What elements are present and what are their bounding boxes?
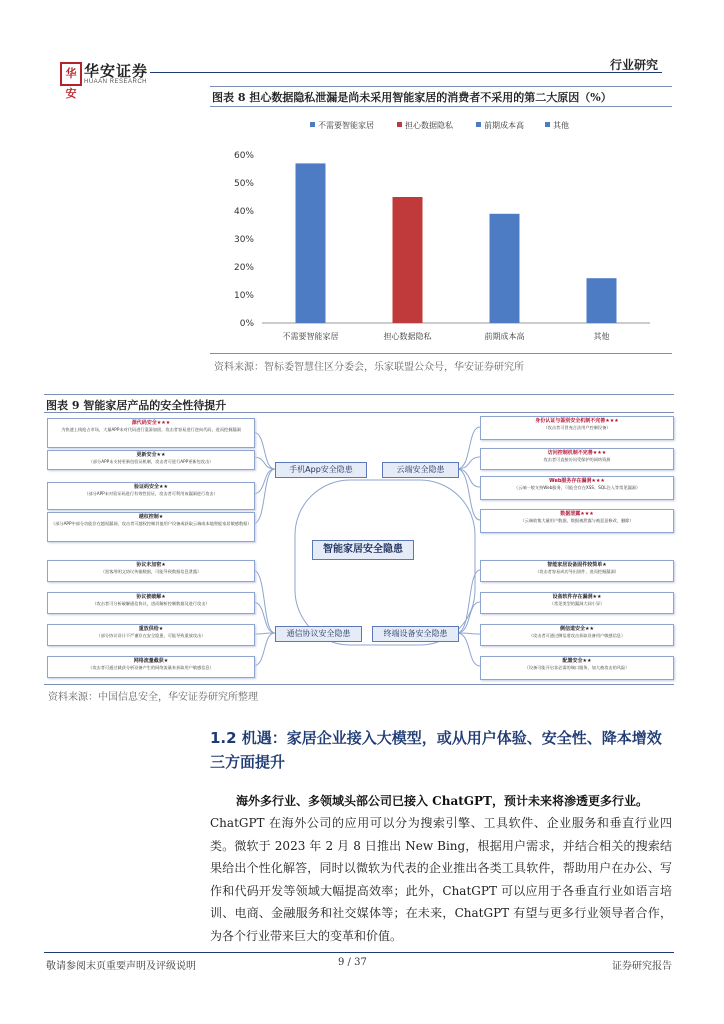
figure8-source: 资料来源：智标委智慧住区分委会，乐家联盟公众号，华安证券研究所 [214,362,524,373]
y-tick-label: 40% [233,207,254,217]
rb-box-3 [480,624,674,646]
lt-box-3 [47,482,255,510]
center-node: 智能家居安全隐患 [312,540,414,560]
rt-box-4 [480,509,674,533]
figure9-top-rule [44,394,674,395]
lt-box-2-desc: （部分APP未支持更新包验证机制，攻击者可进行APP更新包攻击） [88,459,214,464]
connector-lt-4 [253,469,275,524]
rt-box-3-title: Web服务存在漏洞★★★ [549,478,605,484]
rb-box-1-desc: （攻击者容易成功导出固件，进而挖掘漏洞） [535,569,619,574]
figure8-chart [210,110,672,350]
bar [393,197,423,323]
bar [296,163,326,323]
center-ring [295,480,475,645]
lt-box-2 [47,450,255,470]
connector-lt-3 [253,469,275,494]
body-paragraph: ChatGPT 在海外公司的应用可以分为搜索引擎、工具软件、企业服务和垂直行业四类。微软于 2023 年 2 月 8 日推出 New Bing，根据用户需求，并结合相关的搜索结果给出个性化解答，同时以微软为代表的企业推出各类工具软件，帮助用户在办公、写作和代码开发等领域大幅提高效率；此外，ChatGPT 可以应用于各垂直行业如语言培训、电商、金融服务和社交媒体等；在未来，ChatGPT 有望与更多行业领导者合作，为各个行业带来巨大的变革和价值。 [210,816,672,943]
logo-text: 华安证券 [84,62,149,80]
lb-box-2-desc: （攻击者可分析破解通信协议，进而解析控制数据及进行攻击） [92,601,210,606]
figure-bottom-rule [210,353,672,354]
rt-box-1 [480,416,674,440]
footer-report-type: 证券研究报告 [612,961,672,972]
rb-box-3-title: 侧信道安全★★ [560,626,594,632]
connector-rt-1 [457,427,480,469]
connector-rt-2 [457,457,480,469]
y-tick-label: 10% [233,291,254,301]
figure9-bottom-rule [44,684,674,685]
rb-box-2-title: 设备软件存在漏洞★★ [552,594,602,600]
rb-box-1 [480,560,674,582]
hub-device: 终端设备安全隐患 [372,626,459,642]
figure-top-rule [210,86,672,87]
lb-box-2 [47,592,255,614]
section-title: 1.2 机遇：家居企业接入大模型，或从用户体验、安全性、降本增效三方面提升 [210,729,662,771]
connector-lt-2 [253,457,275,469]
lt-box-4-title: 越权控制★ [138,514,164,520]
rt-box-2-desc: 攻击者可直接访问受保护的网络资源 [543,457,611,462]
lb-box-3-desc: （部分协议设计不严谨存在安全隐患，可能导致重放攻击） [96,633,206,638]
rt-box-1-desc: （攻击者可冒充合法用户控制设备） [543,425,611,430]
rt-box-3 [480,476,674,500]
rb-box-4-title: 配置安全★★ [562,658,592,664]
connector-lt-1 [253,432,275,469]
footer-disclaimer: 敬请参阅末页重要声明及评级说明 [46,961,196,972]
lt-box-3-desc: （部分APP未对验证码进行有效性验证，攻击者可利用该漏洞进行攻击） [84,491,218,496]
footer-rule [44,952,674,953]
header-rule [150,72,662,73]
rt-box-4-title: 数据泄露★★★ [560,511,594,517]
y-tick-label: 60% [233,151,254,161]
y-tick-label: 0% [239,319,254,329]
legend-label: 其他 [553,121,569,130]
lt-box-1-desc: 为快速上线抢占市场，大量APP未对代码进行混淆加固，攻击者容易进行逆向代码，进而挖掘漏洞 [61,427,241,432]
lt-box-1 [47,418,255,448]
logo-subtext: HUAAN RESEARCH [84,79,148,85]
hub-protocol: 通信协议安全隐患 [275,626,362,642]
connector-rb-4 [457,633,480,666]
x-tick-label: 其他 [593,332,610,341]
bar [587,278,617,323]
lt-box-3-title: 验证码安全★★ [134,484,168,490]
y-tick-label: 50% [233,179,254,189]
rt-box-2-title: 访问控制机制不完善★★★ [547,450,607,456]
rt-box-3-desc: （云端一般支持Web服务，可能会存在XSS、SQL注入等常见漏洞） [513,485,641,490]
legend-label: 前期成本高 [484,121,524,130]
legend-swatch [310,122,315,127]
lb-box-1 [47,560,255,582]
connector-rb-1 [457,570,480,633]
lb-box-1-title: 协议未加密★ [136,562,166,568]
figure-title-rule [210,106,672,107]
section-label: 行业研究 [609,58,658,72]
connector-lb-4 [253,633,275,666]
bar [490,214,520,323]
legend-swatch [545,122,550,127]
figure9-title: 图表 9 智能家居产品的安全性待提升 [46,399,227,412]
rt-box-2 [480,448,674,470]
lb-box-1-desc: （黑客用明文协议传输数据，可能导致数据信息泄露） [100,569,202,574]
lt-box-4 [47,512,255,542]
rb-box-2 [480,592,674,614]
page-number: 9 / 37 [338,957,367,968]
rb-box-4 [480,656,674,680]
rb-box-3-desc: （攻击者可通过侧信道攻击获取设备用户敏感信息） [528,633,626,638]
legend-label: 不需要智能家居 [318,121,374,130]
lb-box-4-title: 网络流量截获★ [133,658,169,664]
lb-box-4 [47,656,255,678]
lead-sentence: 海外多行业、多领域头部公司已接入 ChatGPT，预计未来将渗透更多行业。 [236,794,648,808]
hub-app: 手机App安全隐患 [275,462,367,478]
hub-cloud: 云端安全隐患 [382,462,459,478]
x-tick-label: 前期成本高 [484,332,525,341]
lb-box-4-desc: （攻击者可通过截获分析设备产生的网络流量来获取用户敏感信息） [88,665,214,670]
lt-box-1-title: 源代码安全★★★ [131,420,171,426]
figure8-title: 图表 8 担心数据隐私泄漏是尚未采用智能家居的消费者不采用的第二大原因（%） [212,91,612,104]
legend-swatch [476,122,481,127]
y-tick-label: 20% [233,263,254,273]
lb-box-2-title: 协议被破解★ [136,594,166,600]
bar-chart-svg [210,110,672,350]
legend-label: 担心数据隐私 [405,121,453,130]
rt-box-1-title: 身份认证与鉴别安全机制不完善★★★ [535,418,619,424]
y-tick-label: 30% [233,235,254,245]
lb-box-3-title: 重放供给★ [138,626,164,632]
logo-mark: 华安 [60,62,82,86]
connector-lb-1 [253,570,275,633]
lt-box-4-desc: （部分APP中部分功能存在越权漏洞，攻击者可越权控制其他用户设备或获取云端或本地智能家居敏感数据） [51,521,252,526]
x-tick-label: 担心数据隐私 [383,332,432,341]
lb-box-3 [47,624,255,646]
rt-box-4-desc: （云端收集大量用户数据，数据被泄露与被恶意修改、删除） [520,518,634,523]
x-tick-label: 不需要智能家居 [282,332,339,341]
rb-box-4-desc: （设备可能开启非必需的端口服务，加大被攻击的风险） [524,665,630,670]
connector-rt-3 [457,469,480,487]
figure9-source: 资料来源：中国信息安全，华安证券研究所整理 [48,692,258,703]
lt-box-2-title: 更新安全★★ [136,452,166,458]
rb-box-2-desc: （常见类型的漏洞大同小异） [549,601,605,606]
legend-swatch [397,122,402,127]
connector-lb-2 [253,602,275,633]
rb-box-1-title: 智能家居设备固件较简单★ [547,562,607,568]
security-diagram [47,412,672,682]
